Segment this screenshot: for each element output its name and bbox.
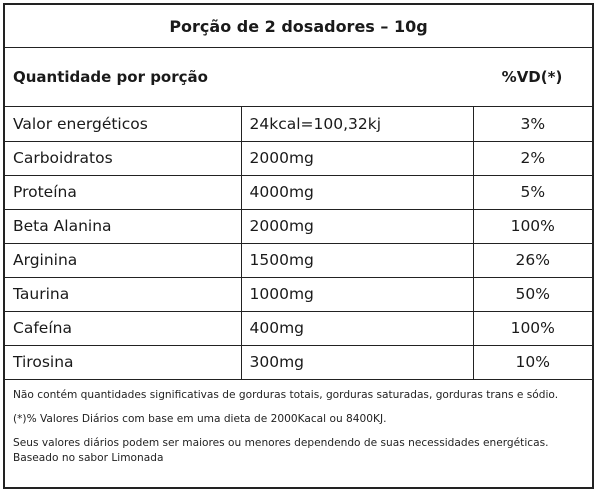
footnote-nutrients: Não contém quantidades significativas de gorduras totais, gorduras saturadas, gorduras trans e sódio. [13,388,559,401]
nutrient-amount: 1500mg [241,243,473,277]
nutrition-table [5,107,592,380]
nutrient-name: Tirosina [5,345,241,379]
nutrient-amount: 24kcal=100,32kj [241,107,473,141]
nutrient-amount: 4000mg [241,175,473,209]
nutrient-name: Proteína [5,175,241,209]
nutrient-vd: 2% [473,141,592,175]
table-row [5,141,592,175]
nutrient-amount: 2000mg [241,141,473,175]
table-row [5,175,592,209]
nutrient-amount: 300mg [241,345,473,379]
table-header [5,48,592,107]
nutrient-vd: 100% [473,311,592,345]
footnotes [5,380,592,466]
table-row [5,243,592,277]
table-row [5,345,592,379]
header-vd-label: %VD(*) [501,68,563,86]
serving-title: Porção de 2 dosadores – 10g [5,5,592,48]
nutrient-amount: 1000mg [241,277,473,311]
nutrient-name: Arginina [5,243,241,277]
nutrient-vd: 3% [473,107,592,141]
table-row [5,311,592,345]
nutrient-vd: 10% [473,345,592,379]
nutrient-vd: 26% [473,243,592,277]
nutrient-amount: 400mg [241,311,473,345]
nutrient-name: Beta Alanina [5,209,241,243]
nutrient-vd: 100% [473,209,592,243]
footnote-variation: Seus valores diários podem ser maiores ou menores dependendo de suas necessidades energéticas. [13,436,549,449]
nutrient-name: Carboidratos [5,141,241,175]
nutrient-vd: 50% [473,277,592,311]
nutrient-name: Cafeína [5,311,241,345]
header-quantity-label: Quantidade por porção [13,68,208,86]
nutrition-facts-panel [3,3,594,489]
nutrient-name: Valor energéticos [5,107,241,141]
table-row [5,277,592,311]
table-row [5,209,592,243]
table-row [5,107,592,141]
nutrient-vd: 5% [473,175,592,209]
footnote-flavor: Baseado no sabor Limonada [13,451,164,464]
nutrient-name: Taurina [5,277,241,311]
footnote-daily-values: (*)% Valores Diários com base em uma dieta de 2000Kacal ou 8400KJ. [13,412,387,425]
nutrient-amount: 2000mg [241,209,473,243]
